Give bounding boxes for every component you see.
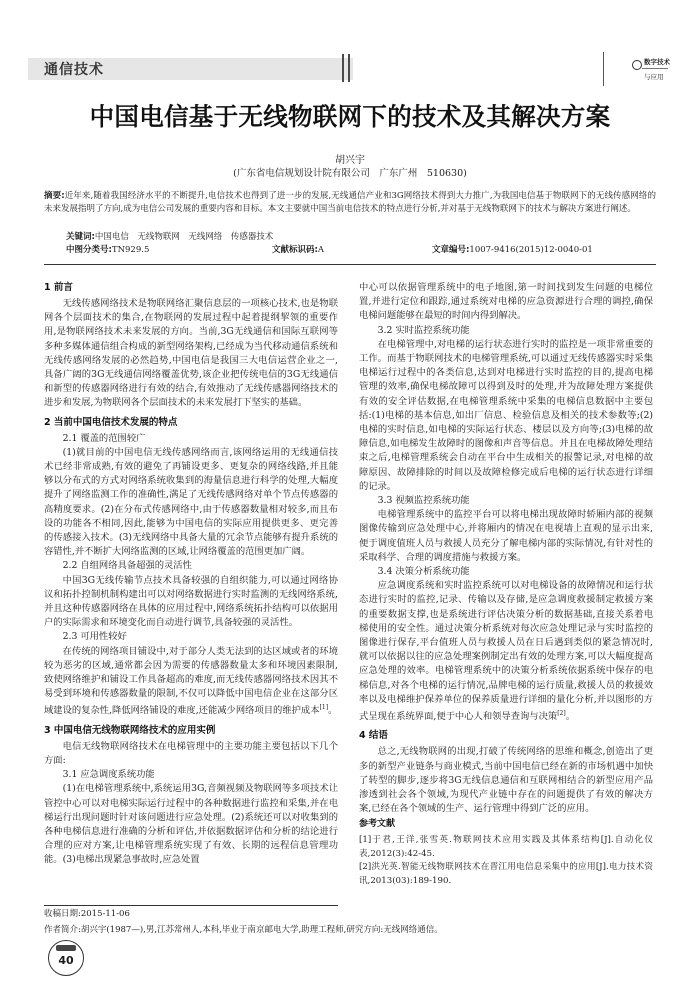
paragraph: 无线传感网络技术是物联网络汇聚信息层的一项核心技术,也是物联网各个层面技术的集合,在物联网的发展过程中起着提纲挈领的重要作用,是物联网络技术未来发展的方向。当前,3G无线通信和国际互联网等多种多媒体通信组合构成的新型网络架构,已经成为当代移动通信系统和无线传感网络发展的必然趋势,中国电信是我国三大电信运营企业之一,具备广阔的3G无线通信网络覆盖优势,该企业把传统电信的3G无线通信和新型的传感器网络进行有效的结合,有效推动了无线传感器网络技术的进步和发展,为物联网各个层面技术的未来发展打下坚实的基础。 — [44, 298, 338, 409]
subsection-heading: 3.3 视频监控系统功能 — [377, 495, 470, 507]
author-affiliation: (广东省电信规划设计院有限公司 广东广州 510630) — [233, 168, 467, 179]
page-number: 40 — [58, 954, 74, 967]
subsection-heading: 3.4 决策分析系统功能 — [377, 566, 470, 578]
page-number-badge — [48, 940, 84, 976]
paragraph: 在电梯管理中,对电梯的运行状态进行实时的监控是一项非常重要的工作。而基于物联网技术的电梯管理系统,可以通过无线传感器实时采集电梯运行过程中的各类信息,达到对电梯进行实时监控的目的,提高电梯管理的效率,确保电梯故障可以得到及时的处理,并为故障处理方案提供有效的安全评估数据,在电梯管理系统中采集的电梯信息数据中主要包括:(1)电梯的基本信息,如出厂信息、检验信息及相关的技术参数等;(2)电梯的实时信息,如电梯的实际运行状态、楼层以及方向等;(3)电梯的故障信息,如电梯发生故障时的图像和声音等信息。并且在电梯故障处理结束之后,电梯管理系统会自动在平台中生成相关的报警记录,对电梯的故障原因、故障排除的时间以及故障检修完成后电梯的运行状态进行详细的记录。 — [359, 338, 653, 492]
header-divider — [342, 54, 344, 82]
paragraph: 在传统的网络项目铺设中,对于部分人类无法到的达区域或者的环境较为恶劣的区域,通常都会因为需要的传感器数量太多和环境因素限制,致使网络维护和铺设工作具备超高的难度,而无线传感器网络技术因其不易受到环境和传感器数量的限制,不仅可以降低中国电信企业在这部分区域建设的复杂性,降低网络铺设的难度,还能减少网络项目的维护成本[1]。 — [44, 645, 338, 717]
paragraph: 应急调度系统和实时监控系统可以对电梯设备的故障情况和运行状态进行实时的监控,记录、传输以及存储,是应急调度救援制定救援方案的重要数据支撑,也是系统进行评估决策分析的数据基础,直接关系着电梯使用的安全性。通过决策分析系统对每次应急处理记录与实时监控的图像进行保存,平台值班人员与救援人员在日后遇到类似的紧急情况时,就可以依据以往的应急处理案例制定出有效的处理方案,可以大幅度提高应急处理的效率。电梯管理系统中的决策分析系统依据系统中保存的电梯信息,对各个电梯的运行情况,品牌电梯的运行质量,救援人员的救援效率以及电梯维护保养单位的保养质量进行详细的量化分析,并以图形的方式呈现在系统界面,便于中心人和领导查询与决策[2]。 — [359, 580, 653, 723]
section-heading: 1 前言 — [44, 282, 73, 293]
logo-sun-icon — [632, 60, 642, 70]
logo-divider — [642, 68, 668, 69]
logo-line-2: 与应用 — [644, 73, 664, 81]
journal-logo — [603, 52, 670, 86]
author-bio: 作者简介:胡兴宇(1987—),男,江苏常州人,本科,毕业于南京邮电大学,助理工程师,研究方向:无线网络通信。 — [44, 925, 443, 935]
header-divider — [348, 54, 350, 82]
keywords — [66, 231, 656, 244]
subsection-heading: 3.2 实时监控系统功能 — [377, 324, 470, 336]
section-label: 通信技术 — [44, 62, 104, 78]
subsection-heading: 3.1 应急调度系统功能 — [62, 769, 155, 781]
document-code: 文献标识码:A — [272, 245, 325, 255]
paragraph: (1)就目前的中国电信无线传感网络而言,该网络运用的无线通信技术已经非常成熟,有效的避免了再铺设更多、更复杂的网络线路,并且能够以分布式的方式对网络系统收集到的海量信息进行科学的处理,大幅度提升了网络监测工作的准确性,满足了无线传感网络对单个节点传感器的高精度要求。(2)在分布式传感网络中,由于传感器数量相对较多,而且布设的功能各不相同,因此,能够为中国电信的实际应用提供更多、更完善的传感接入技术。(3)无线网络中具备大量的冗余节点能够有提升系统的容错性,并不断扩大网络监测的区域,让网络覆盖的范围更加广阔。 — [44, 446, 338, 558]
paragraph: 中心可以依据管理系统中的电子地图,第一时间找到发生问题的电梯位置,并进行定位和跟踪,通过系统对电梯的应急资源进行合理的调控,确保电梯问题能够在最短的时间内得到解决。 — [359, 282, 653, 322]
keywords-label: 关键词: — [66, 232, 95, 242]
author-name: 胡兴宇 — [335, 155, 365, 166]
left-column — [44, 281, 338, 868]
running-header — [28, 52, 668, 88]
subsection-heading: 2.3 可用性较好 — [62, 631, 127, 643]
article-title: 中国电信基于无线物联网下的技术及其解决方案 — [89, 102, 611, 131]
right-column — [359, 281, 653, 888]
reference-item: [2]洪光英.智能无线物联网技术在晋江用电信息采集中的应用[J].电力技术资讯,2013(03):189-190. — [359, 862, 653, 886]
abstract — [44, 190, 656, 216]
references-heading: 参考文献 — [359, 819, 396, 830]
logo-line-1: 数字技术 — [644, 58, 670, 66]
subsection-heading: 2.1 覆盖的范围较广 — [62, 432, 146, 444]
paragraph: 中国3G无线传输节点技术具备较强的自组织能力,可以通过网络协议和拓扑控制机制构建出可以对网络数据进行实时监测的无线网络系统,并且这种传感器网络在具体的应用过程中,网络系统拓扑结构可以依据用户的实际需求和环境变化而自动进行调节,具备较强的灵活性。 — [44, 574, 338, 629]
section-heading: 3 中国电信无线物联网络技术的应用实例 — [44, 724, 216, 736]
badge-emblem — [56, 945, 76, 951]
keywords-text: 中国电信 无线物联网 无线网络 传感器技术 — [94, 232, 274, 242]
section-heading: 4 结语 — [359, 730, 388, 742]
abstract-rule — [44, 264, 656, 265]
paragraph: 电信无线物联网络技术在电梯管理中的主要功能主要包括以下几个方面: — [44, 740, 338, 766]
subsection-heading: 2.2 自组网络具备超强的灵活性 — [62, 560, 192, 572]
clc-number: 中图分类号:TN929.5 — [66, 245, 150, 255]
paragraph: 总之,无线物联网的出现,打破了传统网络的思维和概念,创造出了更多的新型产业链条与商业模式,当前中国电信已经在新的市场机遇中加快了转型的脚步,逐步将3G无线信息通信和互联网相结合的新型应用产品渗透到社会各个领域,为现代产业链中存在的问题提供了有效的解决方案,已经在各个领域的生产、运行管理中得到广泛的应用。 — [359, 746, 653, 815]
footnote-rule — [44, 905, 338, 906]
abstract-label: 摘要: — [44, 191, 65, 201]
section-heading: 2 当前中国电信技术发展的特点 — [44, 416, 178, 428]
article-number: 文章编号:1007-9416(2015)12-0040-01 — [432, 245, 593, 255]
received-date: 收稿日期:2015-11-06 — [44, 909, 130, 919]
reference-item: [1]于君,王洋,张雪英.物联网技术应用实践及其体系结构[J].自动化仪表,2012(3):42-45. — [359, 835, 653, 859]
paragraph: (1)在电梯管理系统中,系统运用3G,音频视频及物联网等多项技术让管控中心可以对电梯实际运行过程中的各种数据进行监控和采集,并在电梯运行出现问题时针对该问题进行应急处理。(2)系统还可以对收集到的各种电梯信息进行准确的分析和评估,并依据数据评估和分析的结论进行合理的应对方案,让电梯管理系统实现了有效、长期的远程信息管理功能。(3)电梯出现紧急事故时,应急处置 — [44, 783, 338, 866]
paragraph: 电梯管理系统中的监控平台可以将电梯出现故障时轿厢内部的视频图像传输到应急处理中心,并将厢内的情况在电视墙上直观的显示出来,便于调度值班人员与救援人员充分了解电梯内部的实际情况,有针对性的采取科学、合理的调度措施与救援方案。 — [359, 509, 653, 563]
abstract-text: 近年来,随着我国经济水平的不断提升,电信技术也得到了进一步的发展,无线通信产业和3G网络技术得到大力推广,为我国电信基于物联网下的无线传感网络的未来发展指明了方向,成为电信公司发展的重要内容和目标。本文主要就中国当前电信技术的特点进行分析,并对基于无线物联网下的技术与解决方案进行阐述。 — [44, 191, 656, 214]
